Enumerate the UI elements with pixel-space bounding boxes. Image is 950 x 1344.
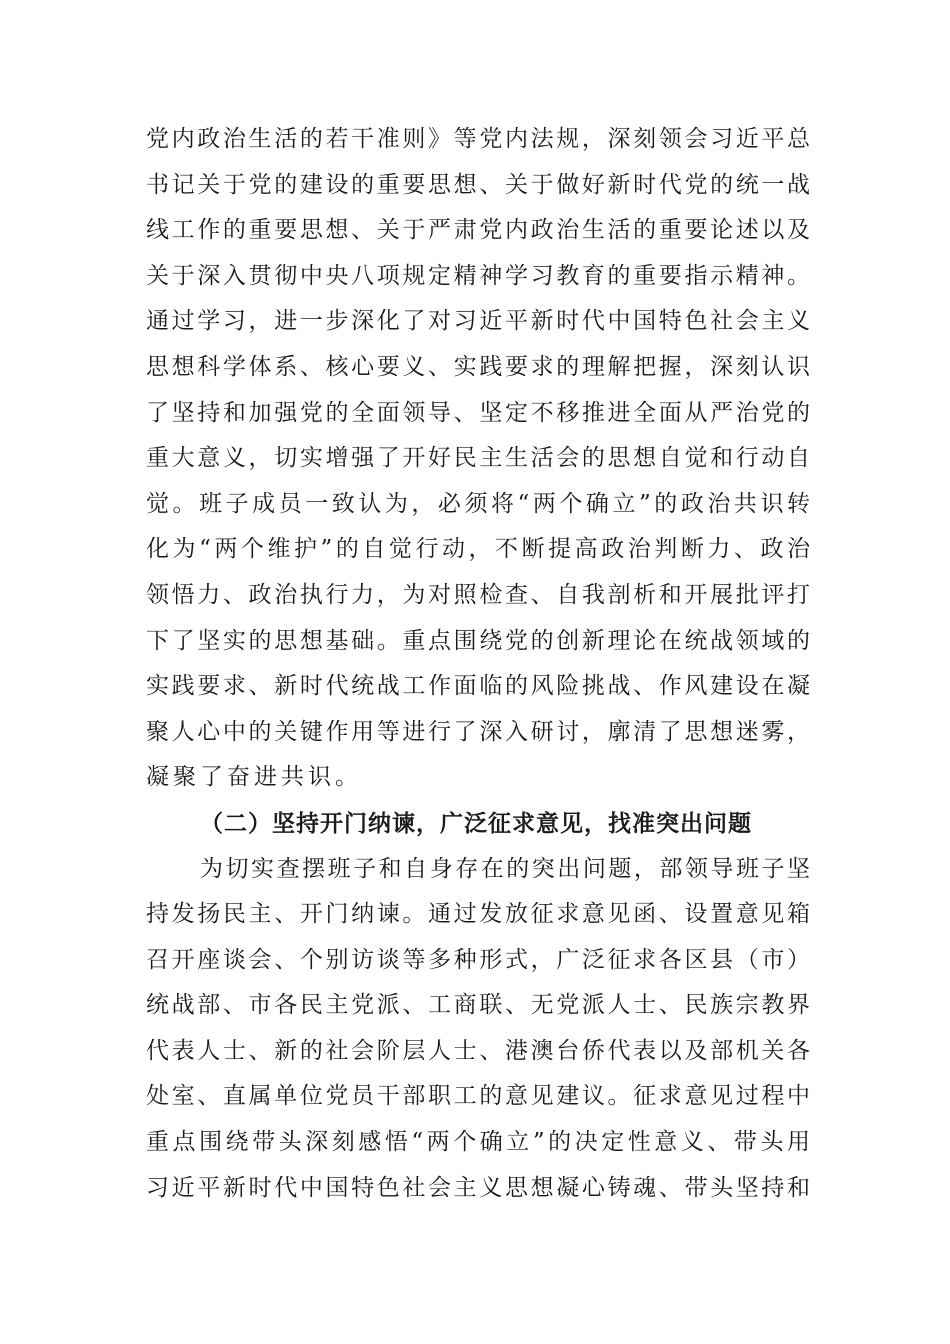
paragraph-line: 了坚持和加强党的全面领导、坚定不移推进全面从严治党的 xyxy=(146,399,810,426)
paragraph-line: 下了坚实的思想基础。重点围绕党的创新理论在统战领域的 xyxy=(146,627,810,654)
paragraph-line: 党内政治生活的若干准则》等党内法规，深刻领会习近平总 xyxy=(146,126,810,152)
paragraph-line: 代表人士、新的社会阶层人士、港澳台侨代表以及部机关各 xyxy=(146,1037,810,1064)
paragraph-first-line: 为切实查摆班子和自身存在的突出问题，部领导班子坚 xyxy=(200,855,810,882)
paragraph-line: 实践要求、新时代统战工作面临的风险挑战、作风建设在凝 xyxy=(146,673,810,700)
paragraph-line: 持发扬民主、开门纳谏。通过发放征求意见函、设置意见箱 xyxy=(146,901,810,928)
section-heading: （二）坚持开门纳谏，广泛征求意见，找准突出问题 xyxy=(200,809,752,837)
paragraph-last-line: 凝聚了奋进共识。 xyxy=(146,764,362,791)
paragraph-line: 思想科学体系、核心要义、实践要求的理解把握，深刻认识 xyxy=(146,353,810,380)
paragraph-line: 书记关于党的建设的重要思想、关于做好新时代党的统一战 xyxy=(146,171,810,198)
paragraph-line: 处室、直属单位党员干部职工的意见建议。征求意见过程中 xyxy=(146,1083,810,1110)
paragraph-line: 化为“两个维护”的自觉行动，不断提高政治判断力、政治 xyxy=(146,536,810,563)
paragraph-line: 统战部、市各民主党派、工商联、无党派人士、民族宗教界 xyxy=(146,992,810,1019)
paragraph-line: 觉。班子成员一致认为，必须将“两个确立”的政治共识转 xyxy=(146,490,810,517)
paragraph-line: 重大意义，切实增强了开好民主生活会的思想自觉和行动自 xyxy=(146,445,810,472)
paragraph-line: 领悟力、政治执行力，为对照检查、自我剖析和开展批评打 xyxy=(146,581,810,608)
paragraph-line: 重点围绕带头深刻感悟“两个确立”的决定性意义、带头用 xyxy=(146,1129,810,1156)
document-body xyxy=(146,117,810,1211)
paragraph-line: 线工作的重要思想、关于严肃党内政治生活的重要论述以及 xyxy=(146,217,810,244)
paragraph-line: 通过学习，进一步深化了对习近平新时代中国特色社会主义 xyxy=(146,308,810,335)
paragraph-line: 关于深入贯彻中央八项规定精神学习教育的重要指示精神。 xyxy=(146,262,810,289)
paragraph-line: 聚人心中的关键作用等进行了深入研讨，廓清了思想迷雾， xyxy=(146,718,810,745)
paragraph-line: 习近平新时代中国特色社会主义思想凝心铸魂、带头坚持和 xyxy=(146,1174,810,1201)
paragraph-line: 召开座谈会、个别访谈等多种形式，广泛征求各区县（市） xyxy=(146,946,810,973)
